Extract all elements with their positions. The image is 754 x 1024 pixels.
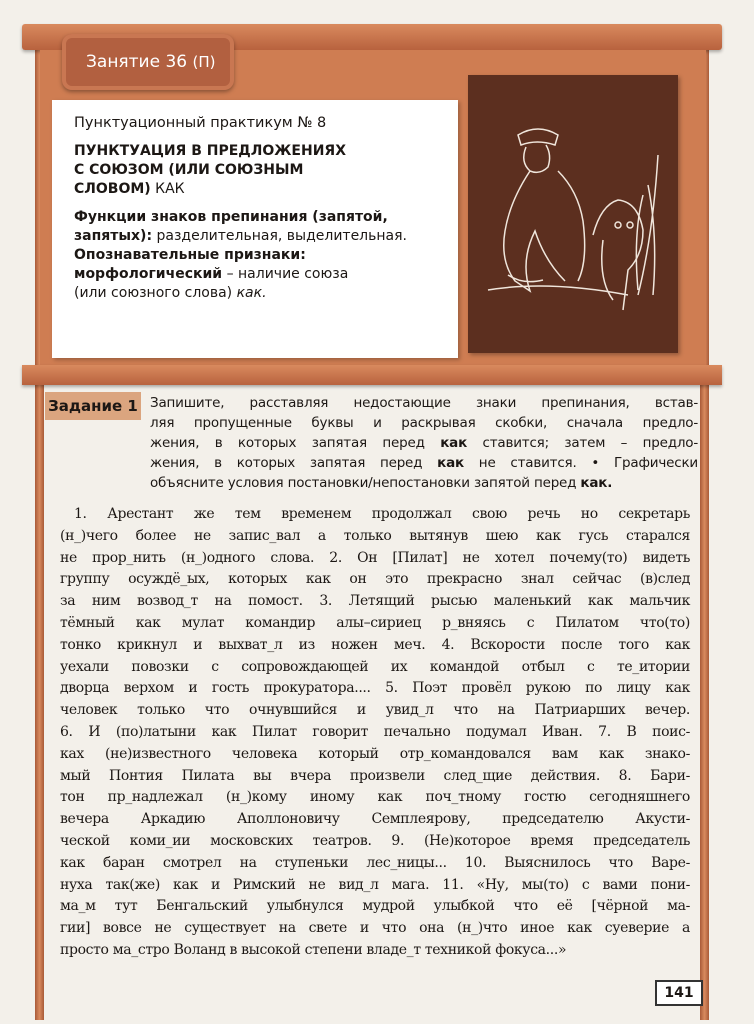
task-label: Задание 1: [45, 392, 141, 420]
exercise-line: ческой коми_ии московских театров. 9. (Не)которое время председатель: [60, 832, 690, 849]
functions-heading: Функции знаков препинания (запятой,: [74, 209, 388, 225]
signs-italic: как.: [236, 285, 267, 301]
task-line: ляя пропущенные буквы и раскрывая скобки, сначала предло-: [150, 415, 698, 431]
exercise-line: уехали повозки с сопровождающей их командой отбыл с те_итории: [60, 658, 690, 675]
lesson-label: Занятие 36: [86, 52, 188, 72]
signs-desc-2: (или союзного слова): [74, 285, 237, 301]
signs-desc: – наличие союза: [222, 266, 349, 282]
exercise-line: нуха так(же) как и Римский не вид_л мага. 11. «Ну, мы(то) с вами пони-: [60, 876, 690, 893]
signs-heading: Опознавательные признаки:: [74, 247, 306, 263]
topic-title: [74, 142, 446, 199]
info-box: [52, 100, 458, 358]
exercise-line: как баран смотрел на ступеньки лес_ницы... 10. Выяснилось что Варе-: [60, 854, 690, 871]
task-line: жения, в которых запятая перед как ставится; затем – предло-: [150, 435, 699, 451]
exercise-line: ках (не)известного человека который отр_командовался вам как знако-: [60, 745, 690, 762]
exercise-line: просто ма_стро Воланд в высокой степени владе_т техникой фокуса...»: [60, 941, 567, 958]
task-line: Запишите, расставляя недостающие знаки препинания, встав-: [150, 395, 698, 411]
lesson-badge: [62, 34, 234, 90]
lesson-suffix: (П): [192, 53, 216, 71]
frame-bottom-bar: [22, 365, 722, 385]
page-number: 141: [655, 980, 703, 1006]
title-tail: КАК: [150, 181, 185, 197]
exercise-line: тёмный как мулат командир алы–сириец р_вняясь с Пилатом что(то): [60, 614, 690, 631]
title-line: С СОЮЗОМ (ИЛИ СОЮЗНЫМ: [74, 162, 304, 178]
task-line: объясните условия постановки/непостановки запятой перед как.: [150, 475, 613, 491]
illustration-man-and-dog: [468, 75, 678, 353]
functions-heading-2: запятых):: [74, 228, 153, 244]
exercise-line: человек только что очнувшийся и увид_л что на Патриарших вечер.: [60, 702, 690, 719]
exercise-line: группу осуждё_ых, которых как он это прекрасно знал сейчас (в)след: [60, 571, 690, 588]
exercise-line: 1. Арестант же тем временем продолжал свою речь но секретарь: [74, 506, 690, 522]
task-instructions: [150, 393, 698, 493]
exercise-line: не прор_нить (н_)одного слова. 2. Он [Пилат] не хотел почему(то) видеть: [60, 549, 690, 566]
practicum-subtitle: Пунктуационный практикум № 8: [74, 115, 327, 131]
functions-text: [74, 208, 446, 303]
title-line: СЛОВОМ): [74, 181, 151, 197]
title-line: ПУНКТУАЦИЯ В ПРЕДЛОЖЕНИЯХ: [74, 143, 347, 159]
exercise-line: (н_)чего более не запис_вал а только вытянув шею как гусь старался: [60, 527, 690, 544]
exercise-line: вечера Аркадию Аполлоновичу Семплеярову, председателю Акусти-: [60, 811, 690, 828]
functions-values: разделительная, выделительная.: [152, 228, 407, 244]
exercise-line: тон пр_надлежал (н_)кому иному как поч_тному гостю сегодняшнего: [60, 789, 690, 806]
task-line: жения, в которых запятая перед как не ставится. • Графически: [150, 455, 698, 471]
exercise-line: гии] вовсе не существует на свете и что она (н_)что иное как суеверие а: [60, 920, 690, 937]
exercise-text: [60, 504, 690, 962]
exercise-line: мый Понтия Пилата вы вчера произвели след_щие действия. 8. Бари-: [60, 767, 690, 784]
signs-type: морфологический: [74, 266, 223, 282]
exercise-line: ма_м тут Бенгальский улыбнулся мудрой улыбкой что её [чёрной ма-: [60, 898, 690, 915]
exercise-line: тонко крикнул и выхват_л из ножен меч. 4. Вскорости после того как: [60, 636, 690, 653]
exercise-line: за ним возвод_т на помост. 3. Летящий рысью маленький как мальчик: [60, 593, 690, 610]
exercise-line: 6. И (по)латыни как Пилат говорит печально подумал Иван. 7. В поис-: [60, 723, 690, 740]
exercise-line: дворца верхом и гость прокуратора.... 5. Поэт провёл рукою по лицу как: [60, 680, 690, 697]
